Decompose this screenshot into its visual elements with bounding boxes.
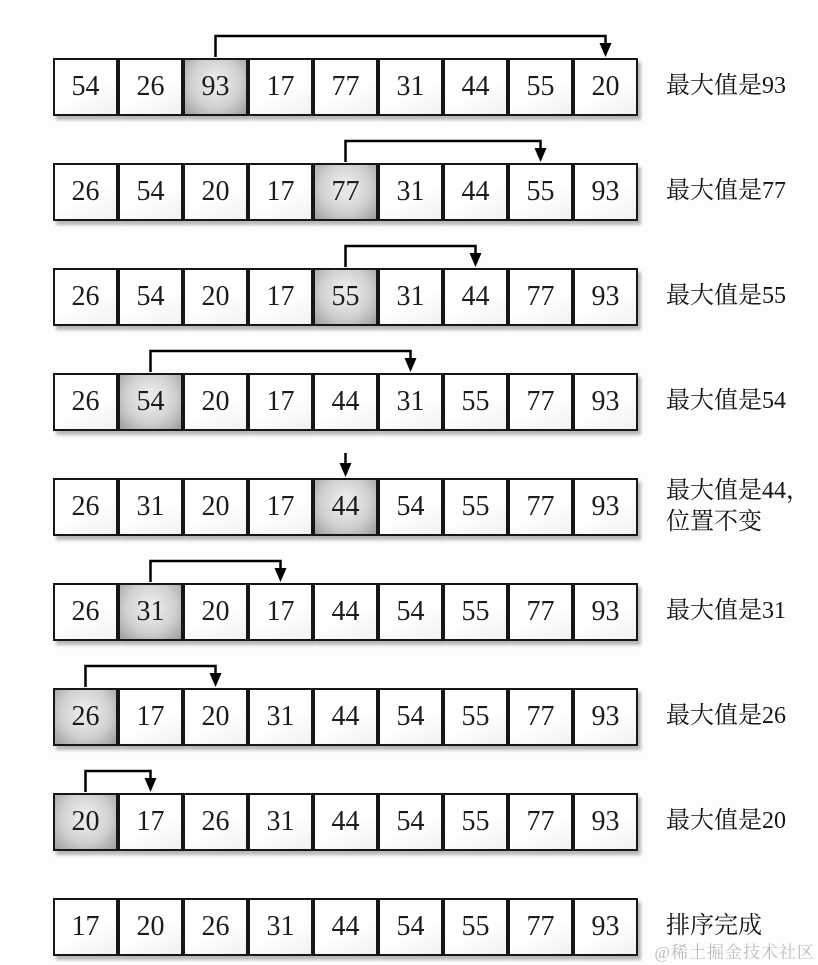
array-cell (573, 373, 638, 431)
array-cell (313, 58, 378, 116)
array-cell (183, 373, 248, 431)
array-cell (53, 373, 118, 431)
cell-value: 17 (266, 281, 295, 312)
array-cell (573, 688, 638, 746)
step-label (666, 268, 786, 326)
cell-value: 54 (396, 491, 425, 522)
step-label (666, 163, 786, 221)
cell-value: 55 (461, 491, 490, 522)
array-cell (443, 478, 508, 536)
cell-value: 77 (331, 176, 360, 207)
cell-value: 44 (331, 596, 360, 627)
array-cell (573, 268, 638, 326)
cell-value: 17 (266, 176, 295, 207)
cell-value: 31 (266, 701, 295, 732)
array-cell (443, 58, 508, 116)
array-cell (183, 163, 248, 221)
array-cell (183, 688, 248, 746)
cell-value: 55 (461, 386, 490, 417)
cell-value: 54 (136, 386, 165, 417)
cell-value: 20 (201, 386, 230, 417)
step-label-line: 排序完成 (666, 913, 762, 940)
array-cell (248, 478, 313, 536)
step-label-line: 最大值是31 (666, 598, 786, 625)
sort-step (53, 871, 762, 956)
swap-arrow-icon (53, 136, 638, 163)
cell-value: 20 (71, 806, 100, 837)
array-cell (443, 583, 508, 641)
step-label (666, 793, 786, 851)
array-cell (248, 688, 313, 746)
array-cell (183, 583, 248, 641)
array-cell (313, 793, 378, 851)
sort-step (53, 346, 786, 431)
cell-value: 26 (71, 701, 100, 732)
array-cell (378, 58, 443, 116)
array-row (53, 163, 638, 221)
cell-value: 20 (591, 71, 620, 102)
cell-value: 17 (266, 71, 295, 102)
array-cell (248, 58, 313, 116)
array-cell (313, 583, 378, 641)
cell-value: 54 (136, 176, 165, 207)
array-cell (53, 583, 118, 641)
array-cell-highlighted (313, 163, 378, 221)
array-cell (443, 268, 508, 326)
step-label-line: 最大值是44， (666, 477, 810, 504)
cell-value: 77 (331, 71, 360, 102)
array-cell (53, 58, 118, 116)
array-cell (508, 58, 573, 116)
array-cell (573, 793, 638, 851)
cell-value: 44 (461, 176, 490, 207)
array-cell (313, 373, 378, 431)
array-cell (118, 163, 183, 221)
cell-value: 44 (331, 386, 360, 417)
step-label (666, 373, 786, 431)
cell-value: 93 (591, 806, 620, 837)
array-cell-highlighted (313, 478, 378, 536)
step-label-line: 位置不变 (666, 509, 762, 535)
cell-value: 31 (396, 176, 425, 207)
array-cell (378, 688, 443, 746)
cell-value: 26 (136, 71, 165, 102)
array-cell (118, 58, 183, 116)
array-cell (573, 898, 638, 956)
array-cell (53, 898, 118, 956)
cell-value: 26 (71, 281, 100, 312)
step-label (666, 688, 786, 746)
cell-value: 93 (591, 386, 620, 417)
cell-value: 26 (71, 596, 100, 627)
cell-value: 17 (266, 491, 295, 522)
step-label-line: 最大值是26 (666, 703, 786, 730)
cell-value: 77 (526, 701, 555, 732)
sort-step (53, 241, 786, 326)
cell-value: 55 (526, 71, 555, 102)
array-cell (508, 268, 573, 326)
array-row (53, 268, 638, 326)
sort-step (53, 766, 786, 851)
array-cell (53, 478, 118, 536)
cell-value: 77 (526, 806, 555, 837)
cell-value: 54 (71, 71, 100, 102)
step-label-line: 最大值是55 (666, 283, 786, 310)
cell-value: 44 (461, 281, 490, 312)
cell-value: 31 (396, 386, 425, 417)
sort-step (53, 451, 810, 536)
cell-value: 17 (136, 701, 165, 732)
cell-value: 93 (591, 176, 620, 207)
array-cell (118, 268, 183, 326)
array-cell (248, 583, 313, 641)
array-cell (378, 163, 443, 221)
cell-value: 26 (71, 176, 100, 207)
cell-value: 93 (591, 491, 620, 522)
cell-value: 26 (201, 911, 230, 942)
array-cell-highlighted (118, 373, 183, 431)
array-row (53, 373, 638, 431)
cell-value: 44 (331, 911, 360, 942)
cell-value: 77 (526, 491, 555, 522)
array-cell (118, 793, 183, 851)
cell-value: 93 (591, 596, 620, 627)
cell-value: 54 (136, 281, 165, 312)
array-cell (508, 583, 573, 641)
swap-arrow-icon (53, 241, 638, 268)
array-cell (378, 478, 443, 536)
cell-value: 31 (136, 596, 165, 627)
cell-value: 17 (71, 911, 100, 942)
step-label (666, 478, 810, 536)
cell-value: 77 (526, 596, 555, 627)
array-cell (183, 268, 248, 326)
cell-value: 20 (136, 911, 165, 942)
array-cell (573, 58, 638, 116)
step-label-line: 最大值是20 (666, 808, 786, 835)
cell-value: 20 (201, 491, 230, 522)
array-cell-highlighted (118, 583, 183, 641)
step-label (666, 583, 786, 641)
cell-value: 20 (201, 701, 230, 732)
cell-value: 26 (71, 491, 100, 522)
array-row (53, 793, 638, 851)
array-cell (183, 898, 248, 956)
array-row (53, 583, 638, 641)
array-cell (573, 583, 638, 641)
cell-value: 31 (266, 806, 295, 837)
swap-arrow-icon (53, 766, 638, 793)
array-cell (443, 898, 508, 956)
cell-value: 26 (71, 386, 100, 417)
array-cell-highlighted (53, 793, 118, 851)
array-cell (508, 478, 573, 536)
swap-arrow-icon (53, 346, 638, 373)
array-cell (573, 163, 638, 221)
array-cell (508, 688, 573, 746)
array-cell (183, 478, 248, 536)
swap-arrow-icon (53, 661, 638, 688)
step-label (666, 58, 786, 116)
cell-value: 77 (526, 386, 555, 417)
cell-value: 93 (591, 701, 620, 732)
array-cell (378, 268, 443, 326)
cell-value: 44 (461, 71, 490, 102)
cell-value: 20 (201, 281, 230, 312)
array-cell (508, 373, 573, 431)
step-label-line: 最大值是93 (666, 73, 786, 100)
array-cell (118, 898, 183, 956)
array-cell-highlighted (183, 58, 248, 116)
sort-step (53, 556, 786, 641)
array-cell (443, 793, 508, 851)
array-cell (183, 793, 248, 851)
cell-value: 44 (331, 701, 360, 732)
cell-value: 20 (201, 596, 230, 627)
cell-value: 77 (526, 281, 555, 312)
cell-value: 17 (266, 386, 295, 417)
array-cell (508, 163, 573, 221)
cell-value: 77 (526, 911, 555, 942)
step-label-line: 最大值是54 (666, 388, 786, 415)
array-cell (118, 688, 183, 746)
array-cell (378, 793, 443, 851)
array-cell (118, 478, 183, 536)
array-cell-highlighted (313, 268, 378, 326)
swap-arrow-icon (53, 451, 638, 478)
cell-value: 20 (201, 176, 230, 207)
cell-value: 54 (396, 806, 425, 837)
cell-value: 93 (591, 281, 620, 312)
array-row (53, 688, 638, 746)
sort-step (53, 136, 786, 221)
array-cell (378, 583, 443, 641)
cell-value: 93 (591, 911, 620, 942)
array-cell (378, 898, 443, 956)
array-row (53, 898, 638, 956)
cell-value: 55 (461, 806, 490, 837)
array-cell (443, 373, 508, 431)
array-cell (53, 268, 118, 326)
cell-value: 54 (396, 596, 425, 627)
step-label-line: 最大值是77 (666, 178, 786, 205)
cell-value: 31 (396, 71, 425, 102)
cell-value: 54 (396, 911, 425, 942)
cell-value: 55 (461, 596, 490, 627)
cell-value: 44 (331, 491, 360, 522)
cell-value: 31 (266, 911, 295, 942)
array-cell (378, 373, 443, 431)
sort-step (53, 31, 786, 116)
array-cell (508, 793, 573, 851)
array-cell (248, 793, 313, 851)
array-row (53, 478, 638, 536)
array-cell (313, 688, 378, 746)
cell-value: 17 (136, 806, 165, 837)
watermark: @稀土掘金技术社区 (654, 943, 815, 962)
array-cell (573, 478, 638, 536)
cell-value: 55 (461, 701, 490, 732)
cell-value: 93 (201, 71, 230, 102)
array-cell (508, 898, 573, 956)
array-cell (313, 898, 378, 956)
cell-value: 55 (526, 176, 555, 207)
array-cell (53, 163, 118, 221)
swap-arrow-icon (53, 31, 638, 58)
cell-value: 31 (396, 281, 425, 312)
cell-value: 54 (396, 701, 425, 732)
array-cell (443, 688, 508, 746)
cell-value: 55 (461, 911, 490, 942)
array-row (53, 58, 638, 116)
array-cell (248, 163, 313, 221)
cell-value: 55 (331, 281, 360, 312)
array-cell (248, 268, 313, 326)
array-cell-highlighted (53, 688, 118, 746)
sort-step (53, 661, 786, 746)
cell-value: 26 (201, 806, 230, 837)
cell-value: 44 (331, 806, 360, 837)
swap-arrow-icon (53, 556, 638, 583)
array-cell (248, 898, 313, 956)
array-cell (248, 373, 313, 431)
cell-value: 17 (266, 596, 295, 627)
array-cell (443, 163, 508, 221)
cell-value: 31 (136, 491, 165, 522)
